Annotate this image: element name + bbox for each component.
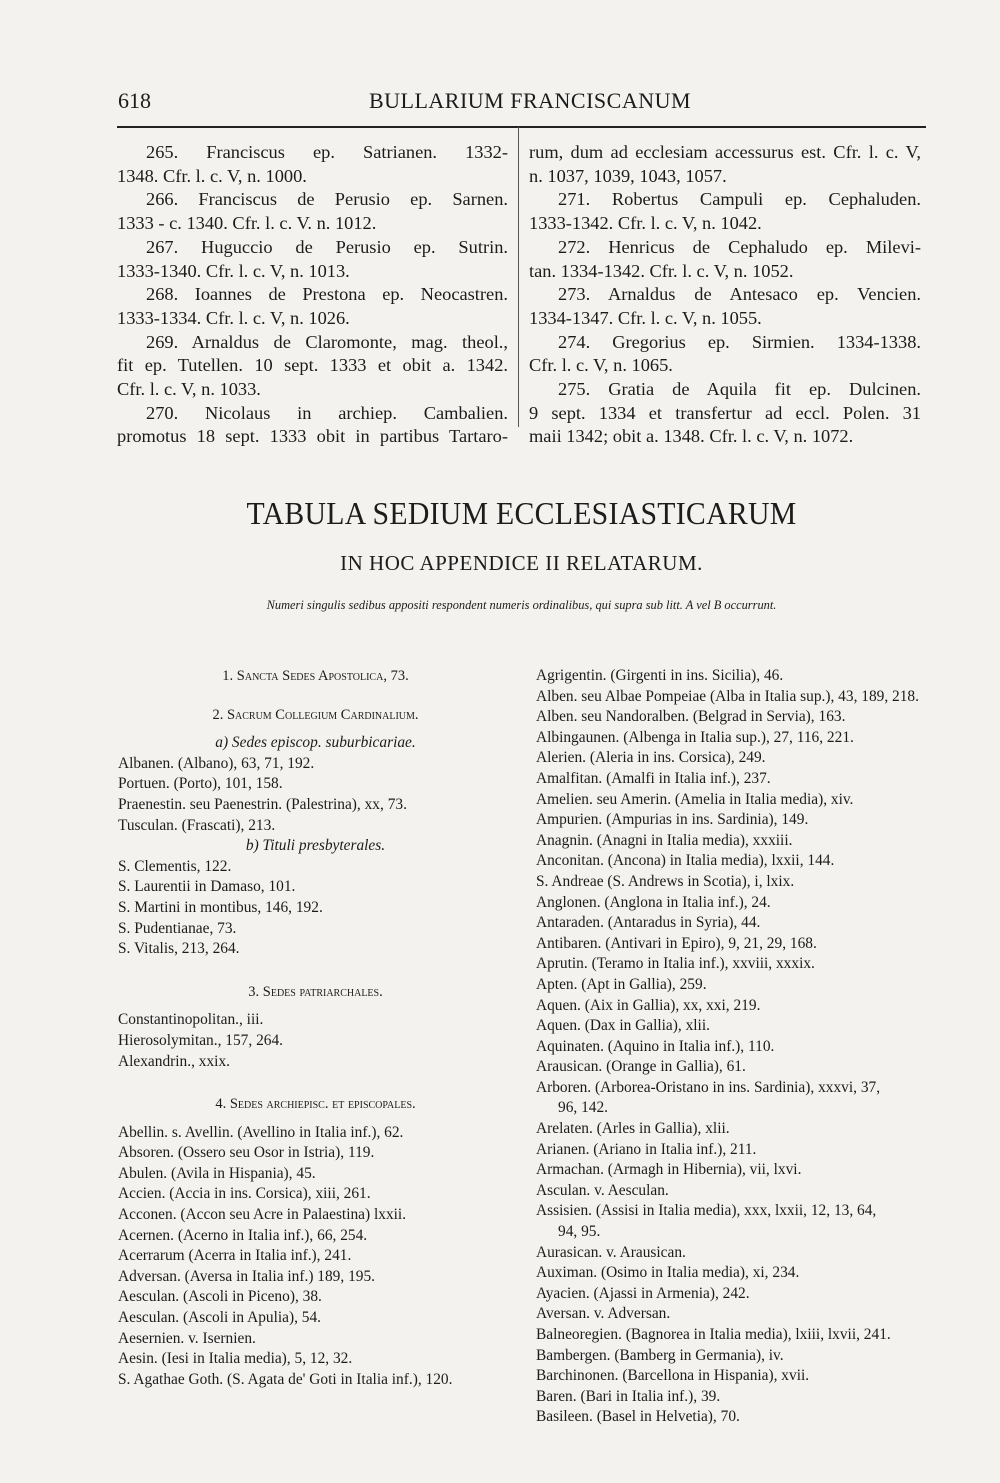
- index-entry: Balneoregien. (Bagnorea in Italia media), lxiii, lxvii, 241.: [536, 1326, 891, 1343]
- table-note: Numeri singulis sedibus appositi respondent numeris ordinalibus, qui supra sub litt. A vel B occurrunt.: [266, 598, 777, 612]
- index-entry: Adversan. (Aversa in Italia inf.) 189, 195.: [118, 1267, 376, 1285]
- text-line: 9 sept. 1334 et transfertur ad eccl. Polen. 31: [529, 402, 921, 423]
- index-entry: Abulen. (Avila in Hispania), 45.: [118, 1164, 316, 1182]
- text-line: 275. Gratia de Aquila fit ep. Dulcinen.: [558, 379, 921, 400]
- index-entry: Portuen. (Porto), 101, 158.: [118, 775, 283, 793]
- subsection-heading: b) Tituli presbyterales.: [245, 837, 386, 855]
- text-line: promotus 18 sept. 1333 obit in partibus Tartaro-: [117, 426, 508, 447]
- subsection-heading: a) Sedes episcop. suburbicariae.: [215, 734, 416, 752]
- index-entry: Apten. (Apt in Gallia), 259.: [536, 975, 707, 993]
- text-line: Cfr. l. c. V, n. 1033.: [117, 379, 261, 400]
- page-number: 618: [118, 88, 151, 113]
- index-entry: Arausican. (Orange in Gallia), 61.: [536, 1058, 746, 1076]
- index-entry: Anglonen. (Anglona in Italia inf.), 24.: [536, 893, 771, 911]
- index-entry-continuation: 94, 95.: [558, 1223, 601, 1241]
- text-line: 269. Arnaldus de Claromonte, mag. theol.,: [146, 331, 508, 352]
- text-line: 1334-1347. Cfr. l. c. V, n. 1055.: [529, 307, 762, 328]
- text-line: 1333 - c. 1340. Cfr. l. c. V. n. 1012.: [117, 213, 377, 234]
- index-entry: Aesculan. (Ascoli in Piceno), 38.: [118, 1288, 322, 1306]
- text-line: maii 1342; obit a. 1348. Cfr. l. c. V, n. 1072.: [529, 426, 854, 447]
- index-entry: Aprutin. (Teramo in Italia inf.), xxviii, xxxix.: [536, 955, 815, 973]
- index-entry: Aversan. v. Adversan.: [536, 1305, 671, 1323]
- text-line: tan. 1334-1342. Cfr. l. c. V, n. 1052.: [529, 260, 794, 281]
- index-entry: Acconen. (Accon seu Acre in Palaestina) lxxii.: [118, 1206, 407, 1224]
- index-entry: Aquen. (Aix in Gallia), xx, xxi, 219.: [536, 996, 761, 1014]
- text-line: 267. Huguccio de Perusio ep. Sutrin.: [146, 236, 508, 257]
- index-entry: Abellin. s. Avellin. (Avellino in Italia inf.), 62.: [118, 1123, 404, 1141]
- section-heading: 3. Sedes patriarchales.: [248, 983, 383, 1000]
- section-heading: 1. Sancta Sedes Apostolica, 73.: [222, 668, 409, 684]
- index-entry-continuation: 96, 142.: [558, 1099, 609, 1117]
- index-entry: Alben. seu Albae Pompeiae (Alba in Italia sup.), 43, 189, 218.: [536, 687, 919, 705]
- text-line: 270. Nicolaus in archiep. Cambalien.: [146, 402, 508, 423]
- index-entry: S. Andreae (S. Andrews in Scotia), i, lxix.: [536, 872, 795, 890]
- index-entry: Alben. seu Nandoralben. (Belgrad in Servia), 163.: [536, 708, 846, 726]
- index-left-column: [118, 666, 513, 1390]
- index-entry: Antibaren. (Antivari in Epiro), 9, 21, 29, 168.: [536, 934, 817, 952]
- index-entry: S. Laurentii in Damaso, 101.: [118, 878, 296, 896]
- index-entry: Absoren. (Ossero seu Osor in Istria), 119.: [118, 1144, 375, 1162]
- index-entry: Anconitan. (Ancona) in Italia media), lxxii, 144.: [536, 852, 835, 870]
- index-entry: Acerrarum (Acerra in Italia inf.), 241.: [118, 1247, 352, 1265]
- section-heading: 4. Sedes archiepisc. et episcopales.: [215, 1096, 416, 1113]
- index-entry: S. Clementis, 122.: [118, 857, 232, 875]
- index-entry: Aurasican. v. Arausican.: [536, 1243, 686, 1261]
- index-entry: Barchinonen. (Barcellona in Hispania), xvii.: [536, 1367, 810, 1385]
- index-entry: Agrigentin. (Girgenti in ins. Sicilia), 46.: [536, 667, 784, 684]
- text-line: 265. Franciscus ep. Satrianen. 1332-: [146, 142, 508, 162]
- text-line: 274. Gregorius ep. Sirmien. 1334-1338.: [558, 331, 921, 352]
- text-line: 272. Henricus de Cephaludo ep. Milevi-: [558, 236, 921, 257]
- index-entry: Amalfitan. (Amalfi in Italia inf.), 237.: [536, 769, 771, 787]
- index-entry: Acernen. (Acerno in Italia inf.), 66, 254.: [118, 1226, 368, 1244]
- index-entry: S. Vitalis, 213, 264.: [118, 940, 240, 958]
- index-entry: Baren. (Bari in Italia inf.), 39.: [536, 1387, 721, 1405]
- index-entry: Hierosolymitan., 157, 264.: [118, 1031, 284, 1049]
- index-entry: Amelien. seu Amerin. (Amelia in Italia media), xiv.: [536, 790, 854, 808]
- index-entry: Asculan. v. Aesculan.: [536, 1181, 669, 1199]
- text-line: 271. Robertus Campuli ep. Cephaluden.: [558, 189, 921, 210]
- text-line: Cfr. l. c. V, n. 1065.: [529, 355, 673, 376]
- text-line: 1348. Cfr. l. c. V, n. 1000.: [117, 165, 307, 186]
- index-entry: Aquinaten. (Aquino in Italia inf.), 110.: [536, 1037, 775, 1055]
- column-divider: [518, 127, 519, 427]
- index-entry: Tusculan. (Frascati), 213.: [118, 816, 276, 834]
- index-entry: Ampurien. (Ampurias in ins. Sardinia), 149.: [536, 811, 809, 829]
- index-entry: Arboren. (Arborea-Oristano in ins. Sardinia), xxxvi, 37,: [536, 1078, 881, 1096]
- text-line: n. 1037, 1039, 1043, 1057.: [529, 165, 727, 186]
- index-entry: Assisien. (Assisi in Italia media), xxx, lxxii, 12, 13, 64,: [536, 1202, 877, 1220]
- index-entry: Accien. (Accia in ins. Corsica), xiii, 261.: [118, 1185, 371, 1203]
- index-entry: Antaraden. (Antaradus in Syria), 44.: [536, 914, 761, 932]
- text-line: 1333-1334. Cfr. l. c. V, n. 1026.: [117, 307, 350, 328]
- index-entry: S. Martini in montibus, 146, 192.: [118, 898, 323, 916]
- index-entry: S. Pudentianae, 73.: [118, 919, 237, 937]
- text-line: 268. Ioannes de Prestona ep. Neocastren.: [146, 284, 508, 305]
- section-heading: 2. Sacrum Collegium Cardinalium.: [212, 706, 419, 723]
- index-entry: Albingaunen. (Albenga in Italia sup.), 27, 116, 221.: [536, 728, 854, 746]
- table-title: TABULA SEDIUM ECCLESIASTICARUM: [246, 495, 797, 531]
- index-entry: Aquen. (Dax in Gallia), xlii.: [536, 1017, 710, 1035]
- text-line: rum, dum ad ecclesiam accessurus est. Cfr. l. c. V,: [529, 142, 921, 162]
- text-line: fit ep. Tutellen. 10 sept. 1333 et obit a. 1342.: [117, 355, 508, 376]
- index-entry: Basileen. (Basel in Helvetia), 70.: [536, 1408, 740, 1426]
- index-entry: Constantinopolitan., iii.: [118, 1011, 264, 1029]
- header-rule: [117, 126, 926, 128]
- index-entry: Bambergen. (Bamberg in Germania), iv.: [536, 1346, 784, 1364]
- text-line: 1333-1342. Cfr. l. c. V, n. 1042.: [529, 213, 762, 234]
- index-entry: S. Agathae Goth. (S. Agata de' Goti in Italia inf.), 120.: [118, 1370, 453, 1388]
- index-entry: Aesin. (Iesi in Italia media), 5, 12, 32.: [118, 1350, 353, 1368]
- text-line: 1333-1340. Cfr. l. c. V, n. 1013.: [117, 260, 350, 281]
- index-entry: Alerien. (Aleria in ins. Corsica), 249.: [536, 749, 766, 767]
- index-entry: Arelaten. (Arles in Gallia), xlii.: [536, 1120, 730, 1138]
- index-right-column: [536, 666, 931, 1428]
- text-line: 266. Franciscus de Perusio ep. Sarnen.: [146, 189, 508, 210]
- top-left-column: [117, 141, 508, 449]
- index-entry: Aesernien. v. Isernien.: [118, 1329, 256, 1347]
- top-right-column: [529, 141, 921, 449]
- index-entry: Alexandrin., xxix.: [118, 1052, 230, 1070]
- index-entry: Anagnin. (Anagni in Italia media), xxxiii.: [536, 831, 793, 849]
- index-entry: Praenestin. seu Paenestrin. (Palestrina), xx, 73.: [118, 795, 407, 813]
- index-entry: Auximan. (Osimo in Italia media), xi, 234.: [536, 1264, 800, 1282]
- index-entry: Arianen. (Ariano in Italia inf.), 211.: [536, 1140, 757, 1158]
- text-line: 273. Arnaldus de Antesaco ep. Vencien.: [558, 284, 921, 305]
- index-entry: Albanen. (Albano), 63, 71, 192.: [118, 754, 315, 772]
- table-subtitle: IN HOC APPENDICE II RELATARUM.: [340, 551, 703, 575]
- index-entry: Ayacien. (Ajassi in Armenia), 242.: [536, 1284, 750, 1302]
- index-entry: Aesculan. (Ascoli in Apulia), 54.: [118, 1309, 322, 1327]
- running-title: BULLARIUM FRANCISCANUM: [368, 88, 692, 113]
- index-entry: Armachan. (Armagh in Hibernia), vii, lxvi.: [536, 1161, 802, 1179]
